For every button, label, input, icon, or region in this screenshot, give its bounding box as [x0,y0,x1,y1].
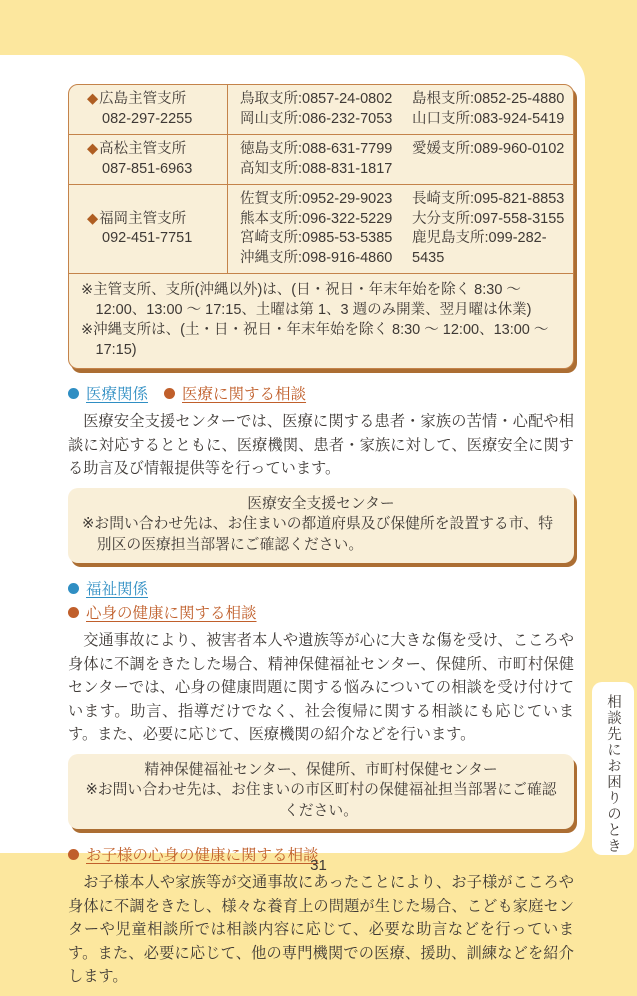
branches-cell [227,135,573,184]
table-row [69,135,573,185]
office-name [87,90,227,110]
section-heading-medical [68,382,148,404]
branch-phone: 愛媛支所:089-960-0102 [412,141,565,157]
circle-bullet-icon [68,583,79,594]
topic-heading-label: 心身の健康に関する相談 [86,605,257,622]
child-health-body-paragraph: お子様本人や家族等が交通事故にあったことにより、お子様がこころや身体に不調をきたし、様々な養育上の問題が生じた場合、こども家庭センターや児童相談所では相談内容に応じて、必要な助言などを行っています。また、必要に応じて、他の専門機関での医療、援助、訓練などを紹介します。 [68,874,574,985]
office-name-label: 広島主管支所 [99,91,187,107]
office-name [87,140,227,160]
medical-safety-center-box [68,488,574,564]
branch-column [412,90,573,129]
section-heading-welfare [68,577,148,599]
branch-column [240,90,412,129]
medical-heading-row [68,382,574,404]
chapter-side-tab: 相談先にお困りのとき [592,682,634,855]
branch-phone: 沖縄支所:098-916-4860 [240,249,393,266]
branch-column [412,190,573,268]
diamond-icon: ◆ [87,141,99,157]
welfare-heading-row [68,577,574,599]
circle-bullet-icon [68,388,79,399]
section-heading-label: 福祉関係 [86,581,149,598]
main-office-cell [69,185,227,273]
mental-health-center-box [68,754,574,830]
section-heading-label: 医療関係 [86,386,149,403]
table-note: ※主管支所、支所(沖縄以外)は、(日・祝日・年末年始を除く 8:30 〜 12:00、13:00 〜 17:15、土曜は第 1、3 週のみ開業、翌月曜は休業) [81,282,532,318]
topic-heading-label: 医療に関する相談 [182,386,307,403]
branches-cell [227,85,573,134]
office-name-label: 福岡主管支所 [99,210,187,227]
infobox-note: ※お問い合わせ先は、お住まいの市区町村の保健福祉担当部署にご確認ください。 [85,782,557,819]
branch-phone: 山口支所:083-924-5419 [412,110,565,127]
main-office-cell [69,85,227,134]
table-notes [69,274,573,368]
office-phone: 092-451-7751 [102,230,193,246]
branch-phone: 熊本支所:096-322-5229 [240,210,393,227]
branch-column [412,140,573,179]
page-number: 31 [310,857,327,874]
branch-phone: 岡山支所:086-232-7053 [240,110,393,127]
main-page-panel [0,55,585,985]
circle-bullet-icon [68,607,79,618]
office-name-label: 高松主管支所 [99,141,187,157]
branch-phone: 宮崎支所:0985-53-5385 [240,230,393,246]
infobox-note: ※お問い合わせ先は、お住まいの都道府県及び保健所を設置する市、特別区の医療担当部署にご確認ください。 [82,516,554,553]
topic-heading-mental-health [68,601,257,623]
branch-phone: 徳島支所:088-631-7799 [240,141,393,157]
mental-health-heading-row [68,601,574,623]
branch-phone: 大分支所:097-558-3155 [412,210,565,227]
topic-heading-label: お子様の心身の健康に関する相談 [86,847,319,864]
medical-body-paragraph: 医療安全支援センターでは、医療に関する患者・家族の苦情・心配や相談に対応するとともに、医療機関、患者・家族に対して、医療安全に関する助言及び情報提供等を行っています。 [68,413,574,477]
welfare-body-paragraph: 交通事故により、被害者本人や遺族等が心に大きな傷を受け、こころや身体に不調をきたした場合、精神保健福祉センター、保健所、市町村保健センターでは、心身の健康問題に関する悩みについての相談を受け付けています。助言、指導だけでなく、社会復帰に関する相談にも応じています。また、必要に応じて、医療機関の紹介などを行います。 [68,632,574,743]
branch-phone: 島根支所:0852-25-4880 [412,91,565,107]
circle-bullet-icon [164,388,175,399]
diamond-icon: ◆ [87,210,99,227]
branch-phone: 長崎支所:095-821-8853 [412,191,565,207]
branch-office-table [68,84,574,369]
office-phone: 082-297-2255 [102,110,193,127]
table-row [69,85,573,135]
branch-column [240,190,412,268]
branches-cell [227,185,573,273]
branch-phone: 高知支所:088-831-1817 [240,160,393,177]
branch-phone: 鳥取支所:0857-24-0802 [240,91,393,107]
table-row [69,185,573,274]
branch-phone: 鹿児島支所:099-282-5435 [412,230,547,266]
branch-phone: 佐賀支所:0952-29-9023 [240,191,393,207]
infobox-title: 医療安全支援センター [247,495,395,512]
office-name [87,210,227,230]
infobox-title: 精神保健福祉センター、保健所、市町村保健センター [144,761,498,778]
topic-heading-medical-consult [164,382,306,404]
office-phone: 087-851-6963 [102,160,193,177]
table-note: ※沖縄支所は、(土・日・祝日・年末年始を除く 8:30 〜 12:00、13:00 〜 17:15) [81,322,549,358]
diamond-icon: ◆ [87,91,99,107]
main-office-cell [69,135,227,184]
branch-column [240,140,412,179]
